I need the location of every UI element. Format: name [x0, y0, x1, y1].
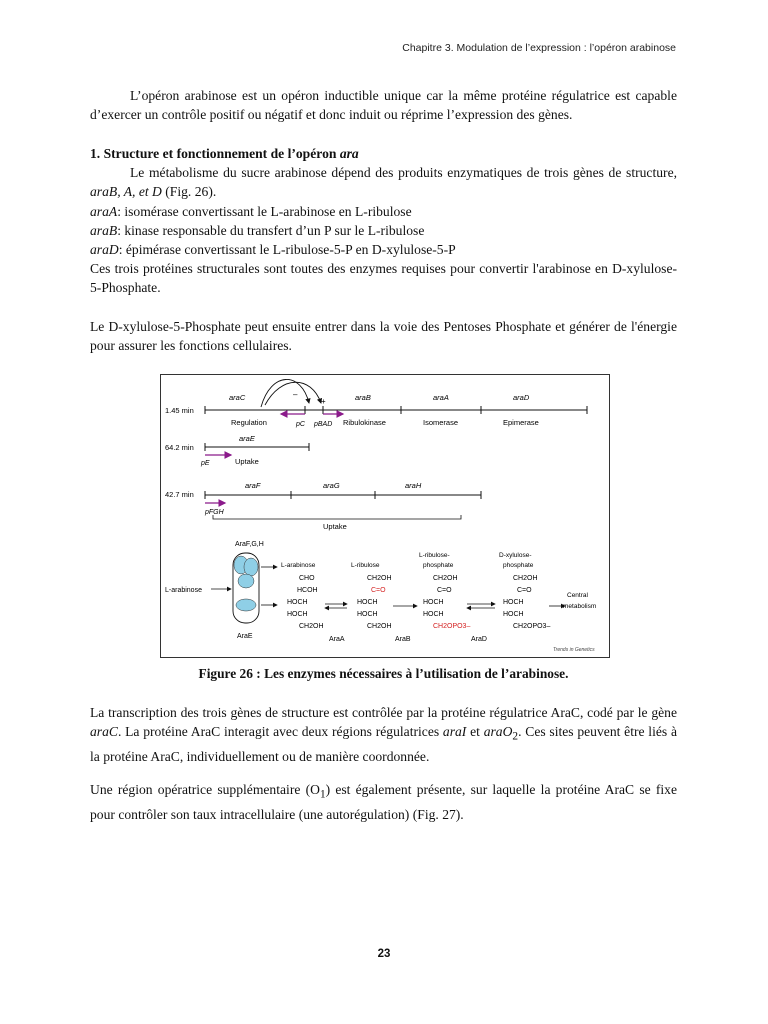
promoter-pbad: pBAD [314, 421, 333, 428]
promoter-pe: pE [201, 460, 210, 467]
row3-label: Uptake [323, 522, 347, 531]
para1-text: Le métabolisme du sucre arabinose dépend des produits enzymatiques de trois gènes de structure, [130, 165, 677, 180]
formula-line: C=O [517, 587, 532, 594]
gene-list [90, 202, 677, 259]
intro-text: L’opéron arabinose est un opéron inductible unique car la même protéine régulatrice est capable d’exercer un contrôle positif ou négatif et donc induit ou réprime l’expression des gènes. [90, 88, 677, 122]
compound-name: phosphate [423, 562, 454, 569]
formula-line: C=O [371, 587, 386, 594]
end-label: metabolism [563, 603, 597, 610]
transporter-subunit [238, 574, 254, 588]
substrate-label: L-arabinose [165, 587, 202, 594]
formula-line: HOCH [503, 599, 524, 606]
figure-credit: Trends in Genetics [553, 647, 595, 653]
figure-26 [160, 374, 610, 658]
page-number: 23 [377, 948, 391, 960]
transporter-subunit [236, 599, 256, 611]
operon-diagram [161, 375, 609, 657]
gene-label: araB [355, 393, 371, 402]
repression-sign: – [293, 390, 298, 399]
transporter-label: AraF,G,H [235, 541, 264, 548]
gene-label: araC [229, 393, 246, 402]
formula-line: CH2OH [513, 575, 538, 582]
row2-label: Uptake [235, 457, 259, 466]
gene-label: araF [245, 481, 261, 490]
gene-label: araD [513, 393, 530, 402]
enzyme-label: AraA [329, 636, 345, 643]
para1-genes: araB, A, et D [90, 184, 162, 199]
gene-item: araA: isomérase convertissant le L-arabinose en L-ribulose [90, 204, 412, 219]
gene-label: araH [405, 481, 422, 490]
formula-line: CHO [299, 575, 315, 582]
para3-text: Le D-xylulose-5-Phosphate peut ensuite entrer dans la voie des Pentoses Phosphate et générer de l'énergie pour assurer les fonctions cellulaires. [90, 319, 677, 353]
promoter-pc: pC [296, 421, 305, 428]
row1-label: Regulation [231, 418, 267, 427]
formula-line: HCOH [297, 587, 318, 594]
formula-line: HOCH [357, 599, 378, 606]
paragraph-5: Une région opératrice supplémentaire $(O_1)$ est également présente, sur laquelle la protéine AraC se fixe pour contrôler son taux intracellulaire (une autorégulation) (Fig. 27). [90, 782, 677, 822]
row3-time: 42.7 min [165, 490, 194, 499]
compound-name: D-xylulose- [499, 552, 532, 559]
running-header: Chapitre 3. Modulation de l’expression : l’opéron arabinose [402, 42, 676, 54]
promoter-pfgh: pFGH [205, 509, 224, 516]
enzyme-label: AraD [471, 636, 487, 643]
compound-name: phosphate [503, 562, 534, 569]
transporter2-label: AraE [237, 633, 253, 640]
section-title-text: 1. Structure et fonctionnement de l’opéron [90, 146, 340, 161]
enzyme-label: AraB [395, 636, 411, 643]
formula-line: C=O [437, 587, 452, 594]
formula-line: HOCH [287, 611, 308, 618]
formula-line: CH2OH [367, 623, 392, 630]
formula-line: CH2OH [367, 575, 392, 582]
paragraph-1 [90, 163, 677, 201]
para1-ref: (Fig. 26). [161, 184, 217, 199]
formula-line: HOCH [503, 611, 524, 618]
gene-label: araG [323, 481, 340, 490]
end-label: Central [567, 592, 588, 599]
row1-label: Isomerase [423, 418, 459, 427]
para2-text: Ces trois protéines structurales sont toutes des enzymes requises pour convertir l'arabinose en D-xylulose-5-Phosphate. [90, 261, 677, 295]
compound-name: L-ribulose- [419, 552, 450, 559]
row1-label: Ribulokinase [343, 418, 386, 427]
row2-time: 64.2 min [165, 443, 194, 452]
gene-label: araA [433, 393, 449, 402]
formula-line: CH2OH [433, 575, 458, 582]
paragraph-4: La transcription des trois gènes de structure est contrôlée par la protéine régulatrice AraC, codé par le gène araC. La protéine AraC interagit avec deux régions régulatrices araI et araO$_2$. Ces sites peuvent être liés à la protéine AraC, individuellement ou de manière coordonnée. [90, 705, 677, 764]
activation-sign: + [321, 397, 326, 406]
formula-line: HOCH [423, 611, 444, 618]
formula-line: CH2OPO3– [513, 623, 551, 630]
gene-item: araB: kinase responsable du transfert d’un P sur le L-ribulose [90, 223, 425, 238]
gene-label: araE [239, 434, 255, 443]
compound-name: L-ribulose [351, 562, 380, 569]
formula-line: HOCH [357, 611, 378, 618]
intro-paragraph [90, 86, 677, 124]
row1-label: Epimerase [503, 418, 539, 427]
figure-caption: Figure 26 : Les enzymes nécessaires à l’utilisation de l’arabinose. [198, 666, 569, 681]
compound-name: L-arabinose [281, 562, 316, 569]
formula-line: CH2OH [299, 623, 324, 630]
transporter-subunit [244, 558, 258, 576]
formula-line: HOCH [423, 599, 444, 606]
paragraph-3 [90, 317, 677, 355]
gene-item: araD: épimérase convertissant le L-ribulose-5-P en D-xylulose-5-P [90, 242, 456, 257]
paragraph-2 [90, 259, 677, 297]
section-title-italic: ara [339, 146, 359, 161]
row1-time: 1.45 min [165, 406, 194, 415]
section-title [90, 144, 677, 163]
formula-line: CH2OPO3– [433, 623, 471, 630]
formula-line: HOCH [287, 599, 308, 606]
